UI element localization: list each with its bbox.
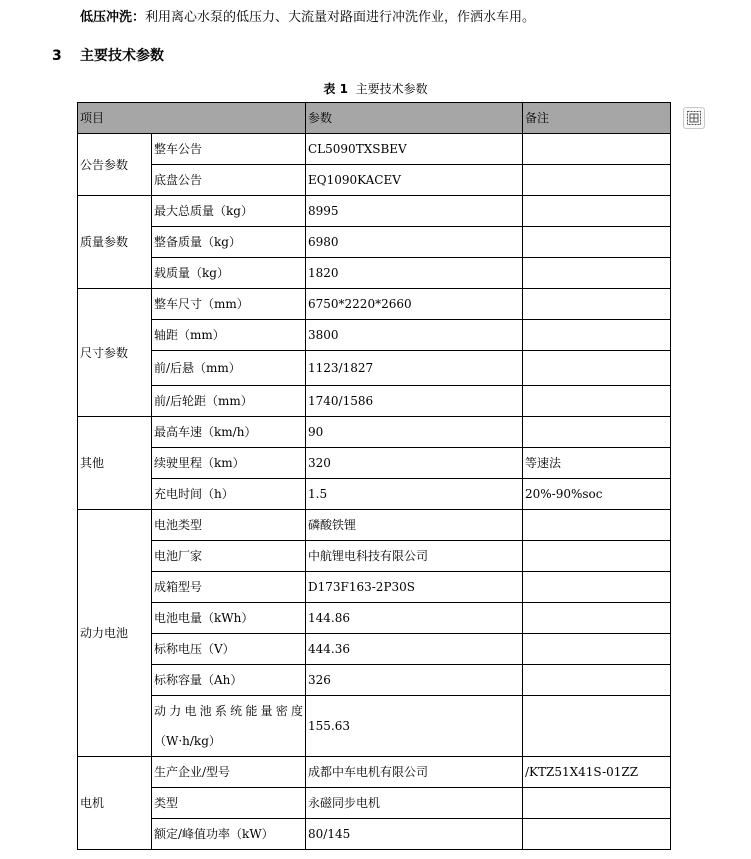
row-note bbox=[523, 572, 671, 603]
row-note bbox=[523, 819, 671, 850]
row-note bbox=[523, 634, 671, 665]
row-note bbox=[523, 603, 671, 634]
row-label: 生产企业/型号 bbox=[152, 757, 306, 788]
row-value: 326 bbox=[306, 665, 523, 696]
row-note: 等速法 bbox=[523, 448, 671, 479]
table-row bbox=[78, 134, 671, 165]
row-label: 续驶里程（km） bbox=[152, 448, 306, 479]
row-note bbox=[523, 510, 671, 541]
table-row bbox=[78, 320, 671, 351]
row-note bbox=[523, 289, 671, 320]
section-heading bbox=[52, 45, 164, 65]
row-note bbox=[523, 165, 671, 196]
row-note bbox=[523, 665, 671, 696]
group-label: 其他 bbox=[78, 417, 152, 510]
row-note: 20%-90%soc bbox=[523, 479, 671, 510]
header-note: 备注 bbox=[523, 103, 671, 134]
table-capture-glyph bbox=[687, 111, 701, 125]
table-row bbox=[78, 634, 671, 665]
table-caption bbox=[0, 80, 751, 97]
table-row bbox=[78, 819, 671, 850]
row-note bbox=[523, 258, 671, 289]
row-label: 电池类型 bbox=[152, 510, 306, 541]
table-row bbox=[78, 479, 671, 510]
row-label: 整备质量（kg） bbox=[152, 227, 306, 258]
group-label: 公告参数 bbox=[78, 134, 152, 196]
row-value: EQ1090KACEV bbox=[306, 165, 523, 196]
table-row bbox=[78, 227, 671, 258]
row-label: 动力电池系统能量密度 bbox=[154, 704, 303, 718]
row-label-unit: （W·h/kg） bbox=[154, 734, 221, 748]
group-label: 动力电池 bbox=[78, 510, 152, 757]
table-row bbox=[78, 386, 671, 417]
row-label: 前/后悬（mm） bbox=[152, 351, 306, 386]
row-value: 144.86 bbox=[306, 603, 523, 634]
row-note: /KTZ51X41S-01ZZ bbox=[523, 757, 671, 788]
intro-term: 低压冲洗： bbox=[80, 10, 146, 25]
row-label: 额定/峰值功率（kW） bbox=[152, 819, 306, 850]
table-row bbox=[78, 541, 671, 572]
caption-label: 表 1 bbox=[323, 82, 348, 96]
row-note bbox=[523, 696, 671, 757]
row-value: 80/145 bbox=[306, 819, 523, 850]
row-label: 最大总质量（kg） bbox=[152, 196, 306, 227]
row-label: 标称容量（Ah） bbox=[152, 665, 306, 696]
row-value: 成都中车电机有限公司 bbox=[306, 757, 523, 788]
row-label: 最高车速（km/h） bbox=[152, 417, 306, 448]
table-row bbox=[78, 258, 671, 289]
row-note bbox=[523, 227, 671, 258]
row-note bbox=[523, 386, 671, 417]
row-note bbox=[523, 417, 671, 448]
table-row bbox=[78, 196, 671, 227]
row-value: 90 bbox=[306, 417, 523, 448]
table-row bbox=[78, 165, 671, 196]
row-note bbox=[523, 134, 671, 165]
row-label: 类型 bbox=[152, 788, 306, 819]
row-label: 底盘公告 bbox=[152, 165, 306, 196]
row-value: 3800 bbox=[306, 320, 523, 351]
section-number: 3 bbox=[52, 48, 62, 64]
row-value: 1123/1827 bbox=[306, 351, 523, 386]
row-note bbox=[523, 351, 671, 386]
table-row bbox=[78, 665, 671, 696]
table-header-row bbox=[78, 103, 671, 134]
row-value: 6980 bbox=[306, 227, 523, 258]
row-label: 前/后轮距（mm） bbox=[152, 386, 306, 417]
row-value: 永磁同步电机 bbox=[306, 788, 523, 819]
row-value: D173F163-2P30S bbox=[306, 572, 523, 603]
row-value: 1.5 bbox=[306, 479, 523, 510]
row-value: 6750*2220*2660 bbox=[306, 289, 523, 320]
header-item: 项目 bbox=[78, 103, 306, 134]
row-value: CL5090TXSBEV bbox=[306, 134, 523, 165]
spec-table bbox=[77, 102, 671, 850]
row-value: 320 bbox=[306, 448, 523, 479]
table-row bbox=[78, 289, 671, 320]
group-label: 质量参数 bbox=[78, 196, 152, 289]
table-row bbox=[78, 510, 671, 541]
section-title: 主要技术参数 bbox=[80, 48, 164, 64]
row-label: 电池电量（kWh） bbox=[152, 603, 306, 634]
row-note bbox=[523, 320, 671, 351]
row-label-multiline bbox=[152, 696, 306, 757]
row-value: 1740/1586 bbox=[306, 386, 523, 417]
row-label: 成箱型号 bbox=[152, 572, 306, 603]
row-value: 磷酸铁锂 bbox=[306, 510, 523, 541]
row-label: 整车公告 bbox=[152, 134, 306, 165]
row-label: 标称电压（V） bbox=[152, 634, 306, 665]
table-row bbox=[78, 572, 671, 603]
intro-paragraph bbox=[80, 9, 740, 27]
row-value: 155.63 bbox=[306, 696, 523, 757]
table-capture-icon[interactable] bbox=[683, 107, 705, 129]
row-value: 444.36 bbox=[306, 634, 523, 665]
row-label: 轴距（mm） bbox=[152, 320, 306, 351]
intro-text: 利用离心水泵的低压力、大流量对路面进行冲洗作业，作洒水车用。 bbox=[145, 10, 536, 25]
row-label: 整车尺寸（mm） bbox=[152, 289, 306, 320]
row-value: 中航锂电科技有限公司 bbox=[306, 541, 523, 572]
header-param: 参数 bbox=[306, 103, 523, 134]
caption-text: 主要技术参数 bbox=[355, 82, 428, 96]
table-row bbox=[78, 757, 671, 788]
group-label: 尺寸参数 bbox=[78, 289, 152, 417]
row-value: 1820 bbox=[306, 258, 523, 289]
row-value: 8995 bbox=[306, 196, 523, 227]
table-row bbox=[78, 351, 671, 386]
row-label: 电池厂家 bbox=[152, 541, 306, 572]
table-row bbox=[78, 603, 671, 634]
row-label: 载质量（kg） bbox=[152, 258, 306, 289]
table-row bbox=[78, 788, 671, 819]
table-row bbox=[78, 448, 671, 479]
table-row bbox=[78, 417, 671, 448]
row-label: 充电时间（h） bbox=[152, 479, 306, 510]
table-row bbox=[78, 696, 671, 757]
group-label: 电机 bbox=[78, 757, 152, 850]
row-note bbox=[523, 196, 671, 227]
row-note bbox=[523, 788, 671, 819]
row-note bbox=[523, 541, 671, 572]
